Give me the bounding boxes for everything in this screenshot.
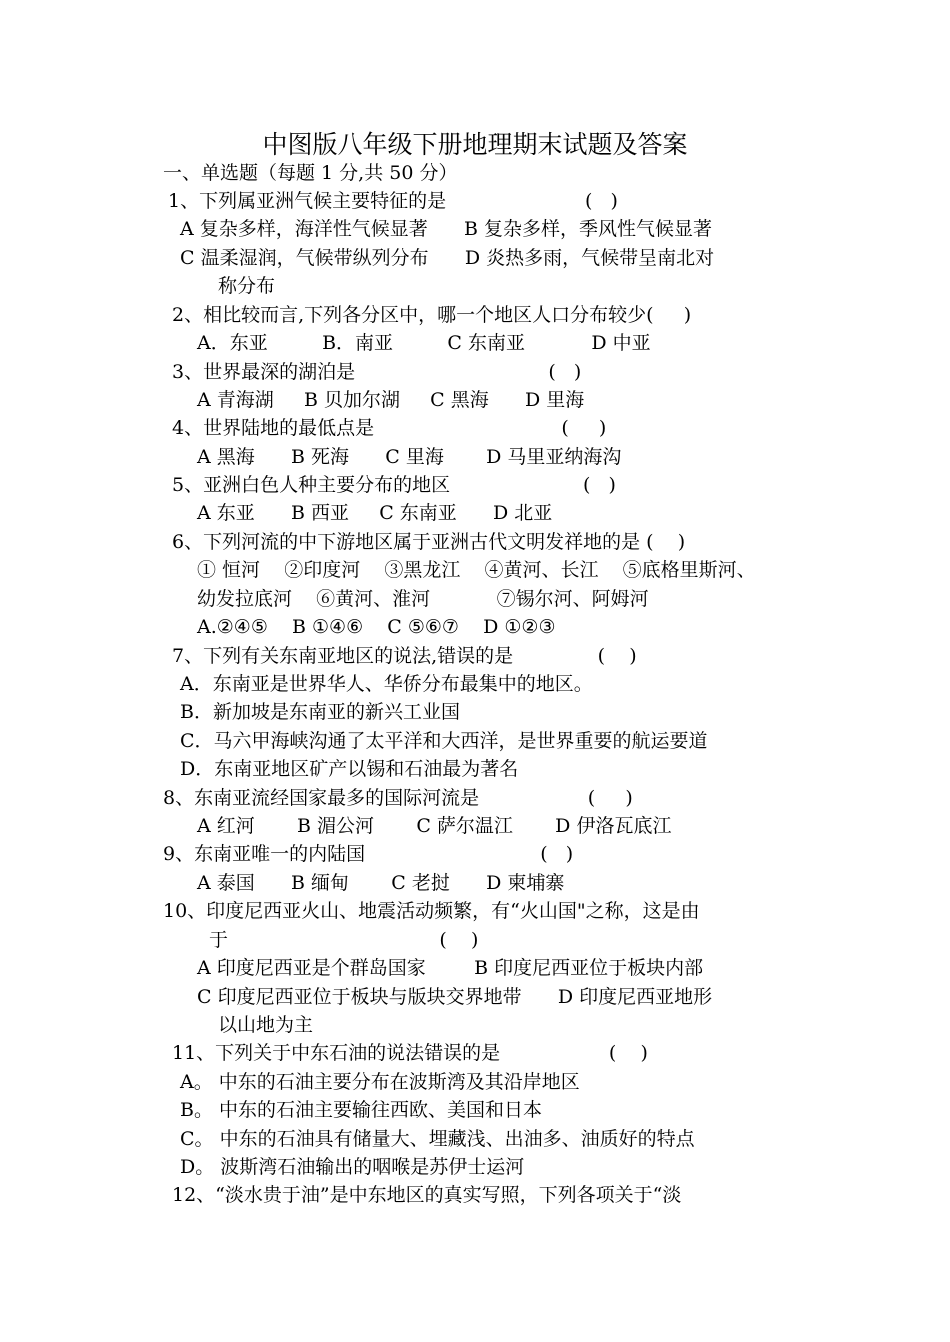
question-6-items-cont: 幼发拉底河 ⑥黄河、淮河 ⑦锡尔河、阿姆河 <box>197 588 649 610</box>
question-5: 5、亚洲白色人种主要分布的地区 ( ) <box>172 474 616 496</box>
question-4-options: A 黑海 B 死海 C 里海 D 马里亚纳海沟 <box>197 446 622 468</box>
question-5-options: A 东亚 B 西亚 C 东南亚 D 北亚 <box>197 502 553 524</box>
question-7: 7、下列有关东南亚地区的说法,错误的是 ( ) <box>172 645 637 667</box>
question-1-options-cd-cont: 称分布 <box>218 275 276 297</box>
question-11-option-b: B。 中东的石油主要输往西欧、美国和日本 <box>180 1099 543 1121</box>
question-10: 10、印度尼西亚火山、地震活动频繁，有“火山国"之称，这是由 <box>163 900 700 922</box>
question-3: 3、世界最深的湖泊是 ( ) <box>172 361 582 383</box>
question-8-options: A 红河 B 湄公河 C 萨尔温江 D 伊洛瓦底江 <box>197 815 672 837</box>
question-2: 2、相比较而言,下列各分区中，哪一个地区人口分布较少( ) <box>172 304 692 326</box>
question-7-option-d: D．东南亚地区矿产以锡和石油最为著名 <box>180 758 519 780</box>
question-6-options: A.②④⑤ B ①④⑥ C ⑤⑥⑦ D ①②③ <box>197 616 556 638</box>
question-7-option-b: B．新加坡是东南亚的新兴工业国 <box>180 701 460 723</box>
question-6-items: ① 恒河 ②印度河 ③黑龙江 ④黄河、长江 ⑤底格里斯河、 <box>197 559 756 581</box>
question-1: 1、下列属亚洲气候主要特征的是 ( ) <box>168 190 618 212</box>
question-11-option-c: C。 中东的石油具有储量大、埋藏浅、出油多、油质好的特点 <box>180 1128 695 1150</box>
question-10-cont: 于 ( ) <box>209 929 479 951</box>
question-10-options-cd-cont: 以山地为主 <box>218 1014 314 1036</box>
question-9-options: A 泰国 B 缅甸 C 老挝 D 柬埔寨 <box>197 872 565 894</box>
question-4: 4、世界陆地的最低点是 ( ) <box>172 417 607 439</box>
section-heading: 一、单选题（每题 1 分,共 50 分） <box>163 162 458 184</box>
question-8: 8、东南亚流经国家最多的国际河流是 ( ) <box>163 787 633 809</box>
question-11: 11、下列关于中东石油的说法错误的是 ( ) <box>172 1042 648 1064</box>
question-10-options-cd: C 印度尼西亚位于板块与版块交界地带 D 印度尼西亚地形 <box>197 986 713 1008</box>
question-2-options: A．东亚 B．南亚 C 东南亚 D 中亚 <box>197 332 651 354</box>
question-11-option-d: D。 波斯湾石油输出的咽喉是苏伊士运河 <box>180 1156 525 1178</box>
question-3-options: A 青海湖 B 贝加尔湖 C 黑海 D 里海 <box>197 389 585 411</box>
page-title: 中图版八年级下册地理期末试题及答案 <box>262 130 688 159</box>
question-9: 9、东南亚唯一的内陆国 ( ) <box>163 843 574 865</box>
question-7-option-c: C．马六甲海峡沟通了太平洋和大西洋，是世界重要的航运要道 <box>180 730 708 752</box>
question-1-options-cd: C 温柔湿润，气候带纵列分布 D 炎热多雨，气候带呈南北对 <box>180 247 715 269</box>
question-12: 12、“淡水贵于油”是中东地区的真实写照，下列各项关于“淡 <box>172 1184 682 1206</box>
question-11-option-a: A。 中东的石油主要分布在波斯湾及其沿岸地区 <box>180 1071 580 1093</box>
question-10-options-ab: A 印度尼西亚是个群岛国家 B 印度尼西亚位于板块内部 <box>197 957 704 979</box>
question-6: 6、下列河流的中下游地区属于亚洲古代文明发祥地的是 ( ) <box>172 531 686 553</box>
question-7-option-a: A．东南亚是世界华人、华侨分布最集中的地区。 <box>180 673 593 695</box>
question-1-options-ab: A 复杂多样，海洋性气候显著 B 复杂多样，季风性气候显著 <box>180 218 713 240</box>
